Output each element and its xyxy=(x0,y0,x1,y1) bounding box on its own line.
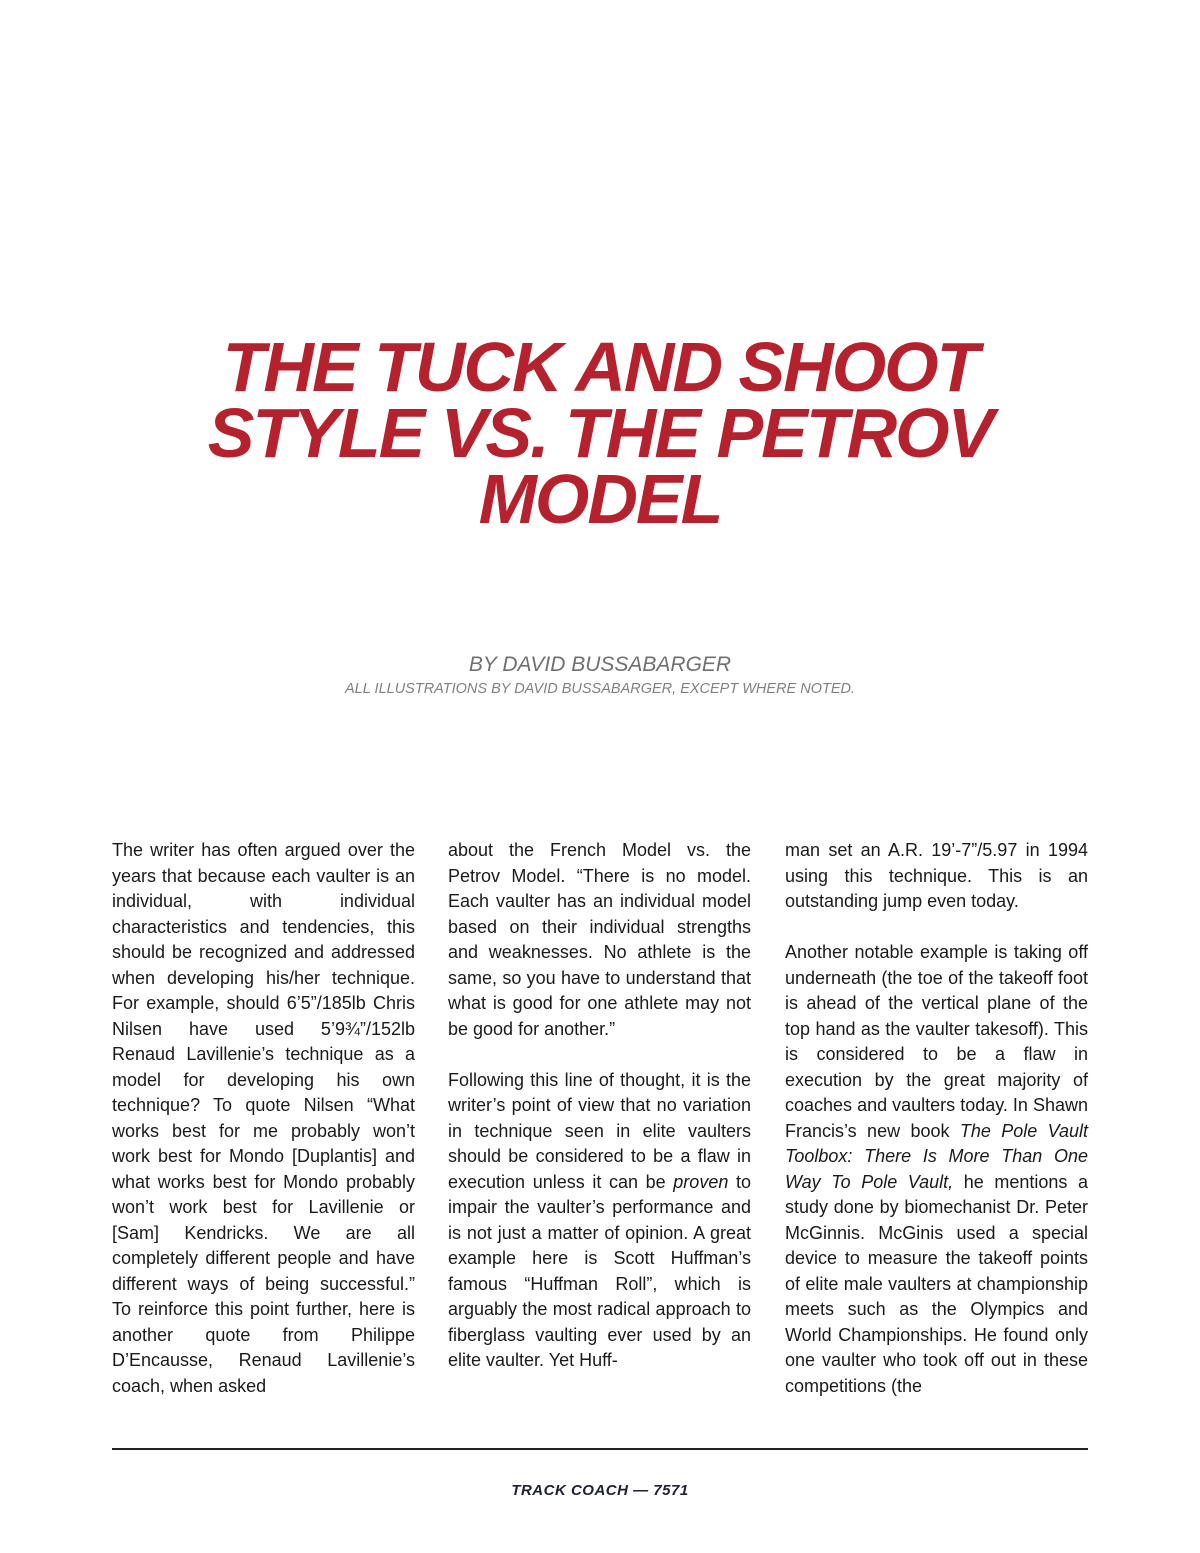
footer-divider xyxy=(112,1448,1088,1450)
paragraph-text: he mentions a study done by biomechanist Dr. Peter McGinnis. McGinis used a special device to measure the takeoff points of elite male vaulters at championship meets such as the Olympics and World Championships. He found only one vaulter who took off out in these competitions (the xyxy=(785,1171,1088,1396)
title-line-1: THE TUCK AND SHOOT xyxy=(222,328,978,406)
author-byline: BY DAVID BUSSABARGER xyxy=(468,653,732,676)
title-line-3: MODEL xyxy=(478,460,722,538)
paragraph xyxy=(785,940,1088,1399)
paragraph: about the French Model vs. the Petrov Model. “There is no model. Each vaulter has an individual model based on their individual strengths and weaknesses. No athlete is the same, so you have to understand that what is good for one athlete may not be good for another.” xyxy=(448,840,751,1039)
title-line-2: STYLE VS. THE PETROV xyxy=(207,394,993,472)
emphasis-text: proven xyxy=(673,1171,729,1192)
paragraph xyxy=(448,1068,751,1374)
text-column-2 xyxy=(448,838,751,1399)
paragraph-text: Another notable example is taking off underneath (the toe of the takeoff foot is ahead of the vertical plane of the top hand as the vaulter takesoff). This is considered to be a flaw in execution by the great majority of coaches and vaulters today. In Shawn Francis’s new book xyxy=(785,942,1088,1141)
paragraph-text: Following this line of thought, it is the writer’s point of view that no variation in technique seen in elite vaulters should be considered to be a flaw in execution unless it can be xyxy=(448,1069,751,1192)
article-title xyxy=(110,328,1090,538)
paragraph-text: to impair the vaulter’s performance and is not just a matter of opinion. A great example here is Scott Huffman’s famous “Huffman Roll”, which is arguably the most radical approach to fiberglass vaulting ever used by an elite vaulter. Yet Huff- xyxy=(448,1171,751,1370)
text-column-3 xyxy=(785,838,1088,1425)
paragraph: man set an A.R. 19’-7”/5.97 in 1994 using this technique. This is an outstanding jump even today. xyxy=(785,840,1088,911)
text-column-1 xyxy=(112,838,415,1425)
page-footer: TRACK COACH — 7571 xyxy=(511,1482,689,1499)
illustration-credit: ALL ILLUSTRATIONS BY DAVID BUSSABARGER, EXCEPT WHERE NOTED. xyxy=(344,681,856,697)
book-title: The Pole Vault Toolbox: There Is More Than One Way To Pole Vault, xyxy=(785,1120,1089,1192)
paragraph: The writer has often argued over the years that because each vaulter is an individual, with individual characteristics and tendencies, this should be recognized and addressed when developing his/her technique. For example, should 6’5”/185lb Chris Nilsen have used 5’9¾”/152lb Renaud Lavillenie’s technique as a model for developing his own technique? To quote Nilsen “What works best for me probably won’t work best for Mondo [Duplantis] and what works best for Mondo probably won’t work best for Lavillenie or [Sam] Kendricks. We are all completely different people and have different ways of being successful.” To reinforce this point further, here is another quote from Philippe D’Encausse, Renaud Lavillenie’s coach, when asked xyxy=(112,840,415,1396)
